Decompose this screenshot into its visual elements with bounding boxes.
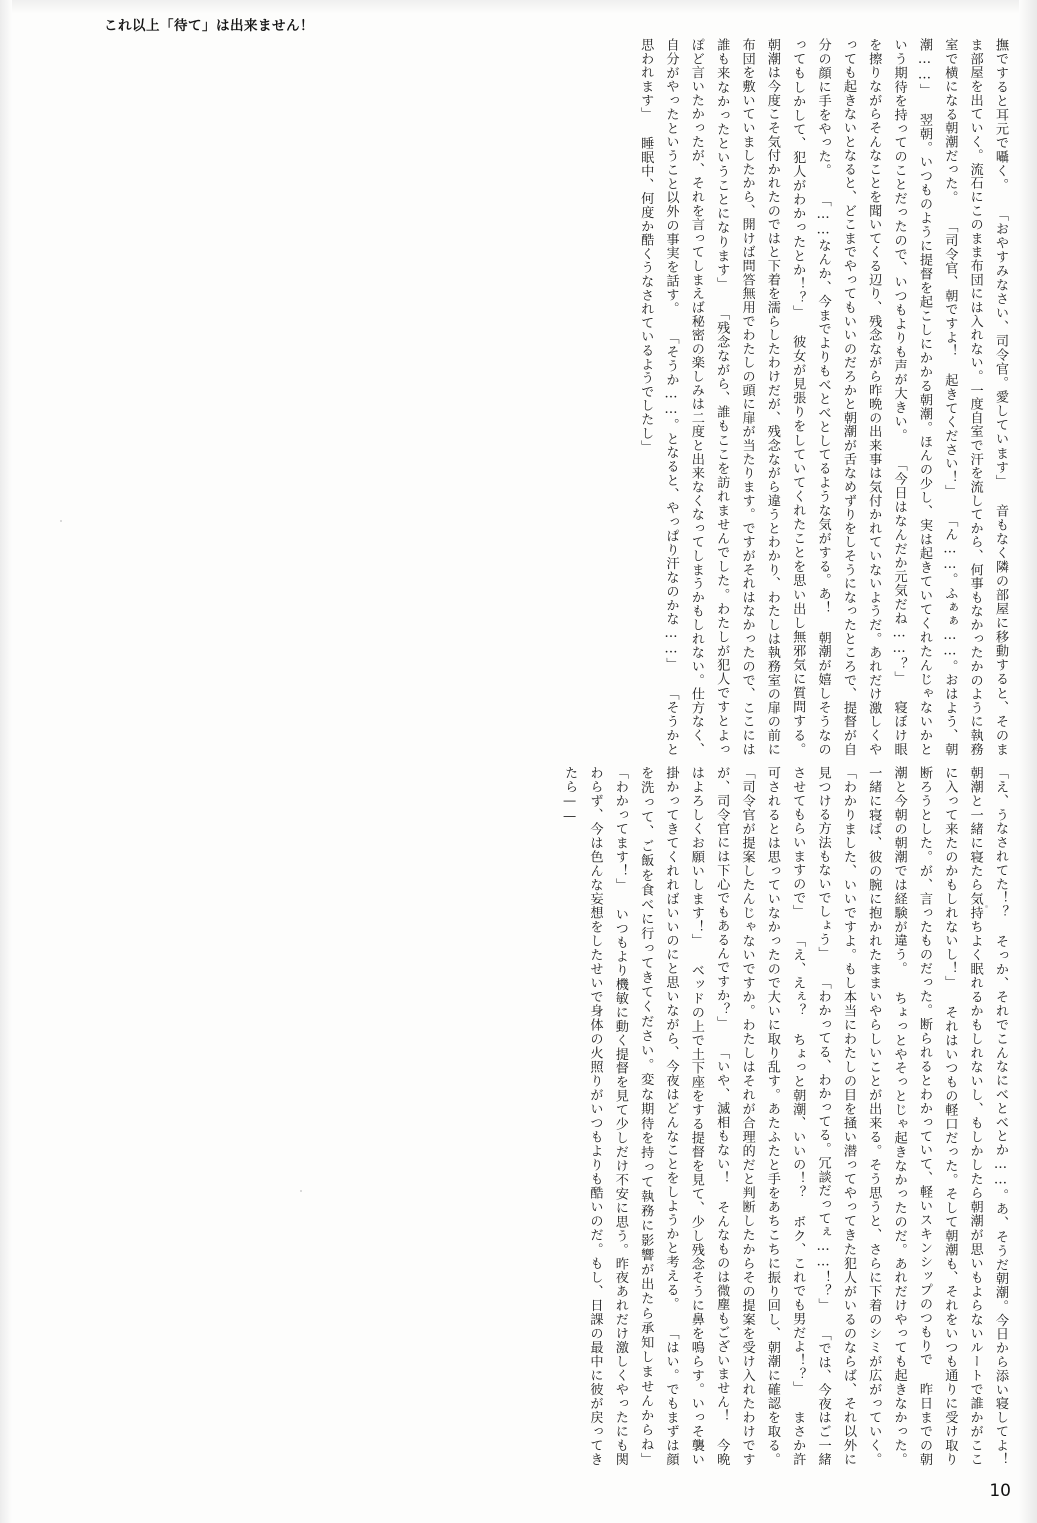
page-number: 10	[989, 1481, 1011, 1501]
scan-speck	[60, 520, 62, 522]
page-edge-left	[0, 0, 12, 1523]
page-edge-right	[1019, 0, 1037, 1523]
body-text-lower: 「え、うなされてた！？ そっか、それでこんなにべとべとか……。あ、そうだ朝潮。今日から添い寝してよ！ 朝潮と一緒に寝たら気持ちよく眠れるかもしれないし、もしかしたら朝潮が思いもよらないルートで誰かがここに入って来たのかもしれないし！」 それはいつもの軽口だった。そして朝潮も、それをいつも通りに受け取り断ろうとした。が、言ったものだった。断られるとわかっていて、軽いスキンシップのつもりで 昨日までの朝潮と今朝の朝潮では経験が違う。 ちょっとやそっとじゃ起きなかったのだ。あれだけやっても起きなかった。一緒に寝ば、彼の腕に抱かれたままいやらしいことが出来る。そう思うと、さらに下着のシミが広がっていく。 「わかりました、いいですよ。もし本当にわたしの目を掻い潜ってやってきた犯人がいるのならば、それ以外に見つける方法もないでしょう」 「わかってる、わかってる。冗談だってぇ……！？」 「では、今夜はご一緒させてもらいますので」 「え、えぇ？ ちょっと朝潮、いいの！？ ボク、これでも男だよ！？」 まさか許可されるとは思っていなかったので大いに取り乱す。あたふたと手をあちこちに振り回し、朝潮に確認を取る。 「司令官が提案したんじゃないですか。わたしはそれが合理的だと判断したからその提案を受け入れたわけですが、司令官には下心でもあるんですか？」 「いや、滅相もない！ そんなものは微塵もございません！ 今晩はよろしくお願いします！」 ベッドの上で土下座をする提督を見て、少し残念そうに鼻を鳴らす。いっそ襲い掛かってきてくれればいいのにと思いながら、今夜はどんなことをしようかと考える。 「はい。でもまずは顔を洗って、ご飯を食べに行ってきてください。変な期待を持って執務に影響が出たら承知しませんからね」 「わかってます！」 いつもより機敏に動く提督を見て少しだけ不安に思う。昨夜あれだけ激しくやったにも関わらず、今は色んな妄想をしたせいで身体の火照りがいつもよりも酷いのだ。もし、日課の最中に彼が戻ってきたら——	[562, 766, 1008, 1466]
body-text-upper: 撫ですると耳元で囁く。 「おやすみなさい、司令官。愛しています」 音もなく隣の部屋に移動すると、そのまま部屋を出ていく。流石にこのまま布団には入れない。一度自室で汗を流してから、何事もなかったかのように執務室で横になる朝潮だった。 「司令官、朝ですよ！ 起きてください！」 「ん……。ふぁぁ……。おはよう、朝潮……」 翌朝。いつものように提督を起こしにかかる朝潮。ほんの少し、実は起きていてくれたんじゃないかという期待を持ってのことだったので、いつもよりも声が大きい。 「今日はなんだか元気だね……？」 寝ぼけ眼を擦りながらそんなことを聞いてくる辺り、残念ながら昨晩の出来事は気付かれていないようだ。あれだけ激しくやっても起きないとなると、どこまでやってもいいのだろかと朝潮が舌なめずりをしそうになったところで、提督が自分の顔に手をやった。 「……なんか、今までよりもべとべとしてるような気がする。あ！ 朝潮が嬉しそうなのってもしかして、犯人がわかったとか！？」 彼女が見張りをしていてくれたことを思い出し無邪気に質問する。朝潮は今度こそ気付かれたのではと下着を濡らしたわけだが、残念ながら違うとわかり、わたしは執務室の扉の前に布団を敷いていましたから、開けば問答無用でわたしの頭に扉が当たります。ですがそれはなかったので、ここには誰も来なかったということになります」 「残念ながら、誰もここを訪れませんでした。わたしが犯人ですとよっぽど言いたかったが、それを言ってしまえば秘密の楽しみは二度と出来なくなってしまうかもしれない。仕方なく、自分がやったということ以外の事実を話す。 「そうか……。となると、やっぱり汗なのかな……」 「そうかと思われます」 睡眠中、何度か酷くうなされているようでしたし」	[638, 38, 1008, 756]
page-edge-top	[0, 0, 1037, 14]
running-title: これ以上「待て」は出来ません！	[104, 18, 314, 34]
scan-speck	[300, 1190, 302, 1192]
